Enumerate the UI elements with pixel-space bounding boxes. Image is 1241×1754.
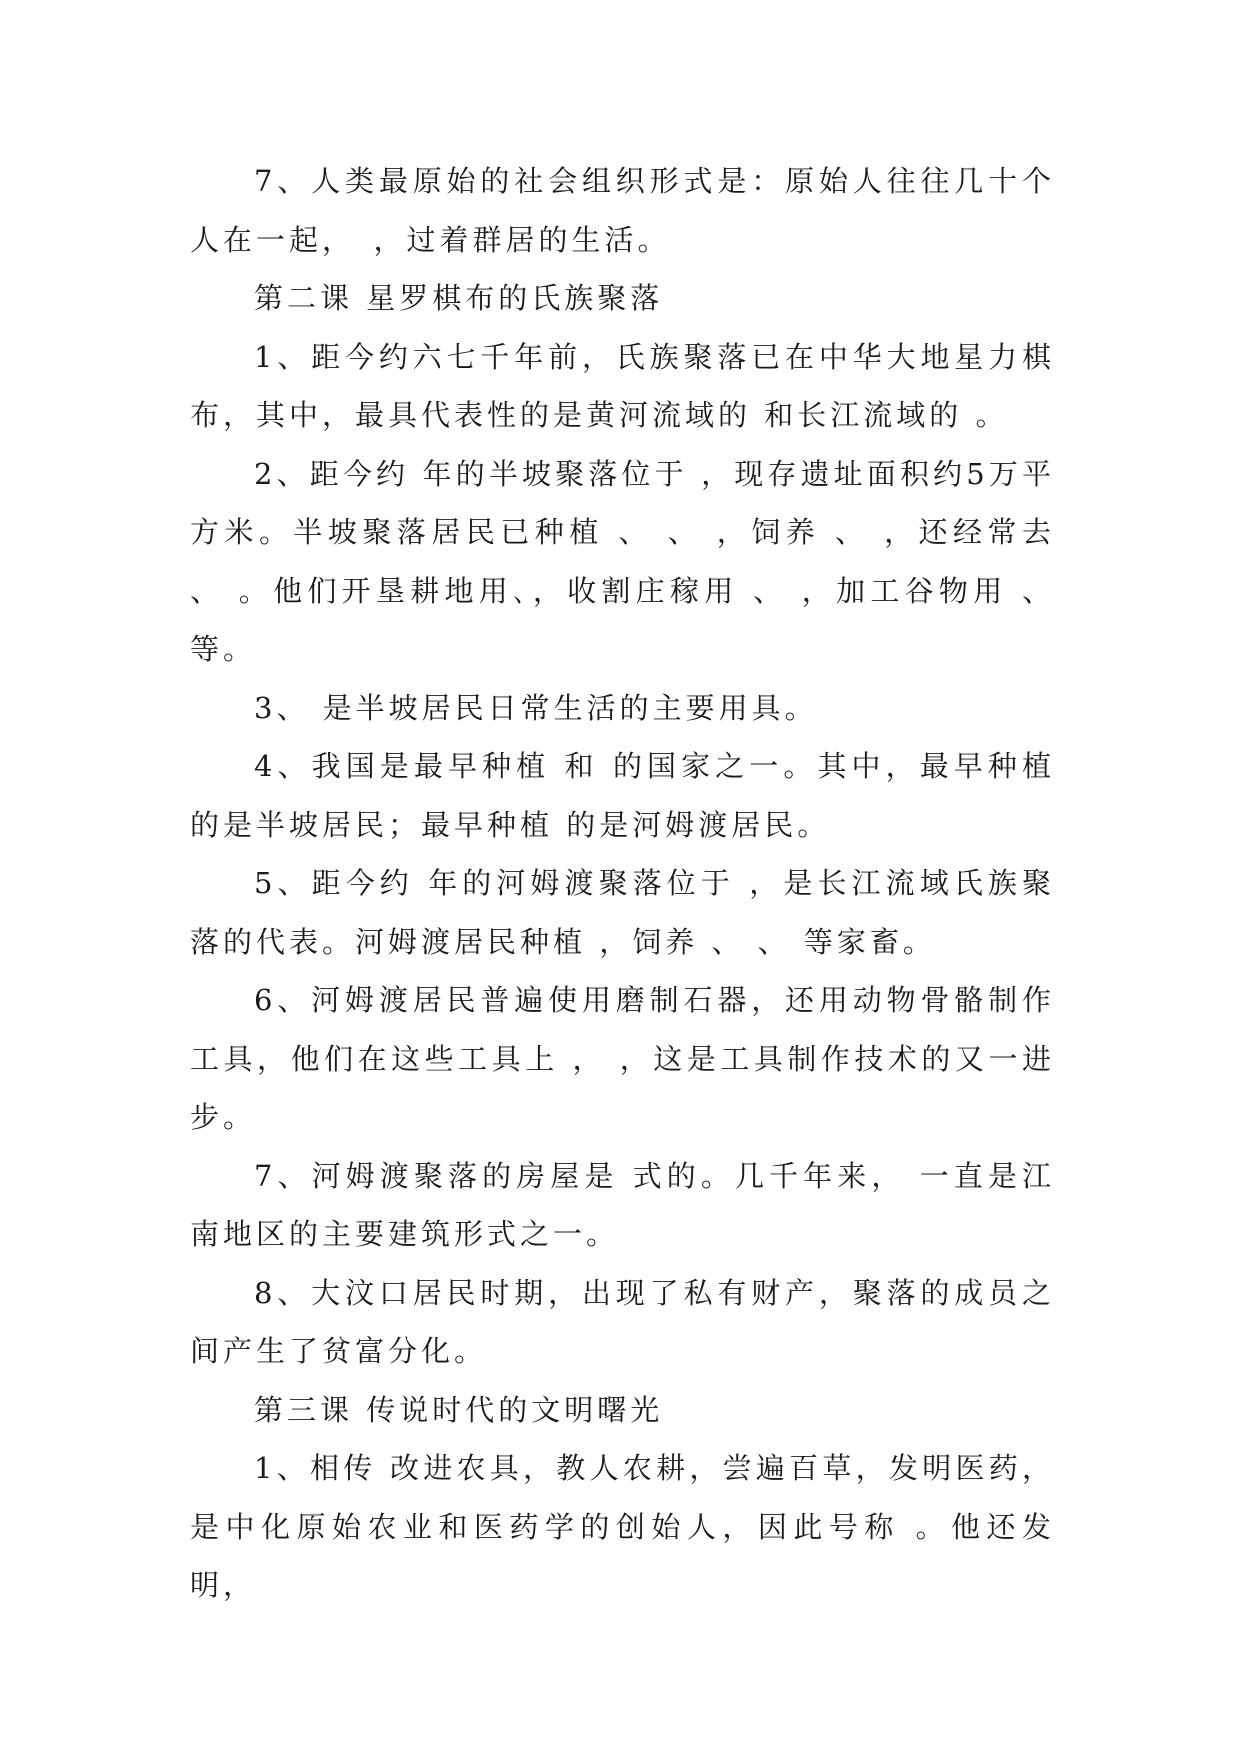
q7-primitive-organization: 7、人类最原始的社会组织形式是：原始人往往几十个人在一起， ，过着群居的生活。 xyxy=(190,164,1055,257)
l2-q4: 4、我国是最早种植 和 的国家之一。其中，最早种植的是半坡居民；最早种植 的是河姆渡居民。 xyxy=(190,749,1055,842)
l2-q2: 2、距今约 年的半坡聚落位于 ，现存遗址面积约5万平方米。半坡聚落居民已种植 、 、 ，饲养 、 ，还经常去 、 。他们开垦耕地用､，收割庄稼用 、 ，加工谷物用 、等。 xyxy=(190,456,1055,666)
document-body xyxy=(190,152,1055,1615)
l2-q8: 8、大汶口居民时期，出现了私有财产，聚落的成员之间产生了贫富分化。 xyxy=(190,1275,1055,1368)
l3-q1: 1、相传 改进农具，教人农耕，尝遍百草，发明医药，是中化原始农业和医药学的创始人，因此号称 。他还发明， xyxy=(190,1451,1055,1602)
l2-q5: 5、距今约 年的河姆渡聚落位于 ，是长江流域氏族聚落的代表。河姆渡居民种植 ，饲养 、 、 等家畜。 xyxy=(190,866,1055,959)
l2-q6: 6、河姆渡居民普遍使用磨制石器，还用动物骨骼制作工具，他们在这些工具上 ， ，这是工具制作技术的又一进步。 xyxy=(190,983,1055,1134)
l2-q1: 1、距今约六七千年前，氏族聚落已在中华大地星力棋布，其中，最具代表性的是黄河流域的 和长江流域的 。 xyxy=(190,339,1055,432)
lesson-3-heading: 第三课 传说时代的文明曙光 xyxy=(254,1392,664,1427)
lesson-2-heading: 第二课 星罗棋布的氏族聚落 xyxy=(254,281,664,315)
l2-q3: 3、 是半坡居民日常生活的主要用具。 xyxy=(254,690,818,725)
l2-q7: 7、河姆渡聚落的房屋是 式的。几千年来， 一直是江南地区的主要建筑形式之一。 xyxy=(190,1158,1055,1251)
